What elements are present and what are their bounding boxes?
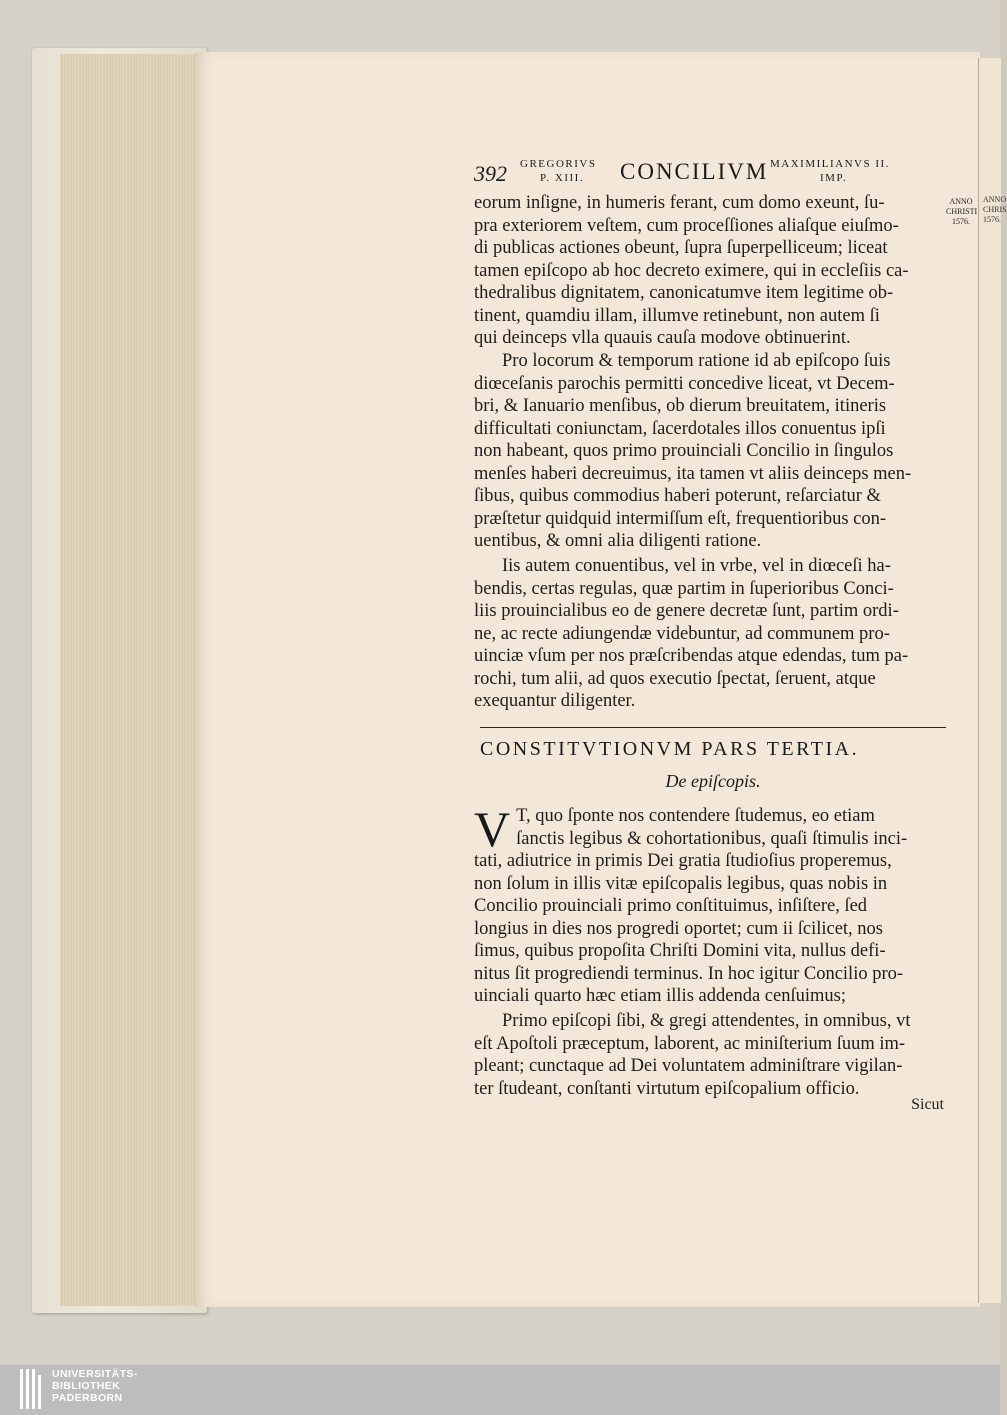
text-line: di publicas actiones obeunt, ſupra ſuperpelliceum; liceat: [474, 238, 888, 258]
logo-line: PADERBORN: [52, 1392, 123, 1404]
section-divider: [480, 727, 946, 728]
page-edges: [60, 54, 200, 1306]
text-line: Concilio prouinciali primo conſtituimus, inſiſtere, ſed: [474, 896, 868, 916]
text-line: uinciæ vſum per nos præſcribendas atque edendas, tum pa-: [474, 646, 909, 666]
text-line: non ſolum in illis vitæ epiſcopalis legibus, quas nobis in: [474, 873, 888, 894]
facing-page-margin-note: [983, 195, 1007, 225]
logo-line: BIBLIOTHEK: [52, 1380, 121, 1392]
margin-note-line: CHRISTI: [946, 207, 978, 216]
facing-note-line: 1576.: [983, 215, 1001, 224]
text-line: T, quo ſponte nos contendere ſtudemus, eo etiam: [516, 806, 875, 826]
facing-note-line: ANNO: [983, 195, 1007, 204]
text-line: pra exteriorem veſtem, cum proceſſiones aliaſque eiuſmo-: [474, 215, 899, 236]
text-line: diœceſanis parochis permitti concedive liceat, vt Decem-: [474, 373, 895, 394]
text-line: exequantur diligenter.: [474, 691, 636, 711]
section-title: CONSTITVTIONVM PARS TERTIA.: [480, 738, 860, 760]
page-number: 392: [474, 161, 507, 186]
library-logo-text: [52, 1368, 138, 1404]
text-line: ter ſtudeant, conſtanti virtutum epiſcopalium officio.: [474, 1078, 860, 1099]
text-line: bri, & Ianuario menſibus, ob dierum breuitatem, itineris: [474, 396, 887, 416]
margin-note-line: ANNO: [949, 197, 973, 206]
text-line: ſanctis legibus & cohortationibus, quaſi ſtimulis inci-: [516, 828, 908, 849]
paragraph-continued: [474, 192, 946, 350]
catchword: Sicut: [911, 1096, 944, 1113]
drop-capital: V: [474, 801, 511, 857]
logo-line: UNIVERSITÄTS-: [52, 1368, 138, 1380]
margin-note-year: [946, 197, 976, 227]
text-line: ſimus, quibus propoſita Chriſti Domini vita, nullus defi-: [474, 941, 886, 961]
margin-note-line: 1576.: [952, 217, 970, 226]
text-line: tati, adiutrice in primis Dei gratia ſtudioſius properemus,: [474, 851, 892, 871]
text-line: præſtetur quidquid intermiſſum eſt, frequentioribus con-: [474, 508, 887, 529]
text-line: rochi, tum alii, ad quos executio ſpectat, ſeruent, atque: [474, 668, 876, 689]
footer-bar: [0, 1365, 1000, 1415]
text-line: menſes haberi decreuimus, ita tamen vt aliis deinceps men-: [474, 463, 912, 484]
text-line: eorum inſigne, in humeris ferant, cum domo exeunt, ſu-: [474, 193, 885, 213]
text-line: nitus ſit progrediendi terminus. In hoc igitur Concilio pro-: [474, 963, 904, 984]
library-logo-icon: [18, 1367, 42, 1411]
section-subtitle: De epiſcopis.: [665, 771, 761, 791]
header-left-bottom: P. XIII.: [540, 172, 585, 184]
text-line: uinciali quarto hæc etiam illis addenda cenſuimus;: [474, 986, 846, 1006]
text-line: eſt Apoſtoli præceptum, laborent, ac miniſterium ſuum im-: [474, 1033, 906, 1054]
header-left-top: GREGORIVS: [520, 158, 597, 170]
text-line: thedralibus dignitatem, canonicatumve item legitime ob-: [474, 283, 894, 303]
text-line: ſibus, quibus commodius haberi poterunt, reſarciatur &: [474, 486, 881, 506]
text-line: tinent, quamdiu illam, illumve retinebunt, non autem ſi: [474, 305, 880, 326]
facing-page-edge: [978, 58, 1007, 1303]
text-line: non habeant, quos primo prouinciali Concilio in ſingulos: [474, 441, 894, 461]
text-line: Iis autem conuentibus, vel in vrbe, vel in diœceſi ha-: [502, 556, 891, 576]
paragraph-de-episcopis: [474, 801, 946, 1008]
text-line: Primo epiſcopi ſibi, & gregi attendentes, in omnibus, vt: [502, 1011, 911, 1031]
paragraph-primo: [474, 1010, 946, 1100]
paragraph-prolocorum: [474, 350, 946, 553]
facing-note-line: CHRIS: [983, 205, 1007, 214]
text-line: difficultati coniunctam, ſacerdotales illos conuentus ipſi: [474, 418, 886, 439]
text-line: Pro locorum & temporum ratione id ab epiſcopo ſuis: [502, 351, 891, 371]
text-line: pleant; cunctaque ad Dei voluntatem adminiſtrare vigilan-: [474, 1056, 903, 1076]
header-title: CONCILIVM: [620, 159, 769, 184]
text-line: liis prouincialibus eo de genere decretæ ſunt, partim ordi-: [474, 601, 899, 621]
header-right-bottom: IMP.: [820, 172, 848, 184]
text-line: bendis, certas regulas, quæ partim in ſuperioribus Conci-: [474, 578, 894, 599]
text-line: qui deinceps vlla quauis cauſa modove obtinuerint.: [474, 328, 851, 348]
text-line: uentibus, & omni alia diligenti ratione.: [474, 531, 762, 551]
paragraph-conuentibus: [474, 555, 946, 713]
text-line: longius in dies nos progredi oportet; cum ii ſcilicet, nos: [474, 918, 883, 939]
text-line: ne, ac recte adiungendæ videbuntur, ad communem pro-: [474, 623, 890, 644]
header-right-top: MAXIMILIANVS II.: [770, 158, 890, 170]
running-header: [474, 157, 944, 193]
text-line: tamen epiſcopo ab hoc decreto eximere, qui in eccleſiis ca-: [474, 260, 909, 281]
